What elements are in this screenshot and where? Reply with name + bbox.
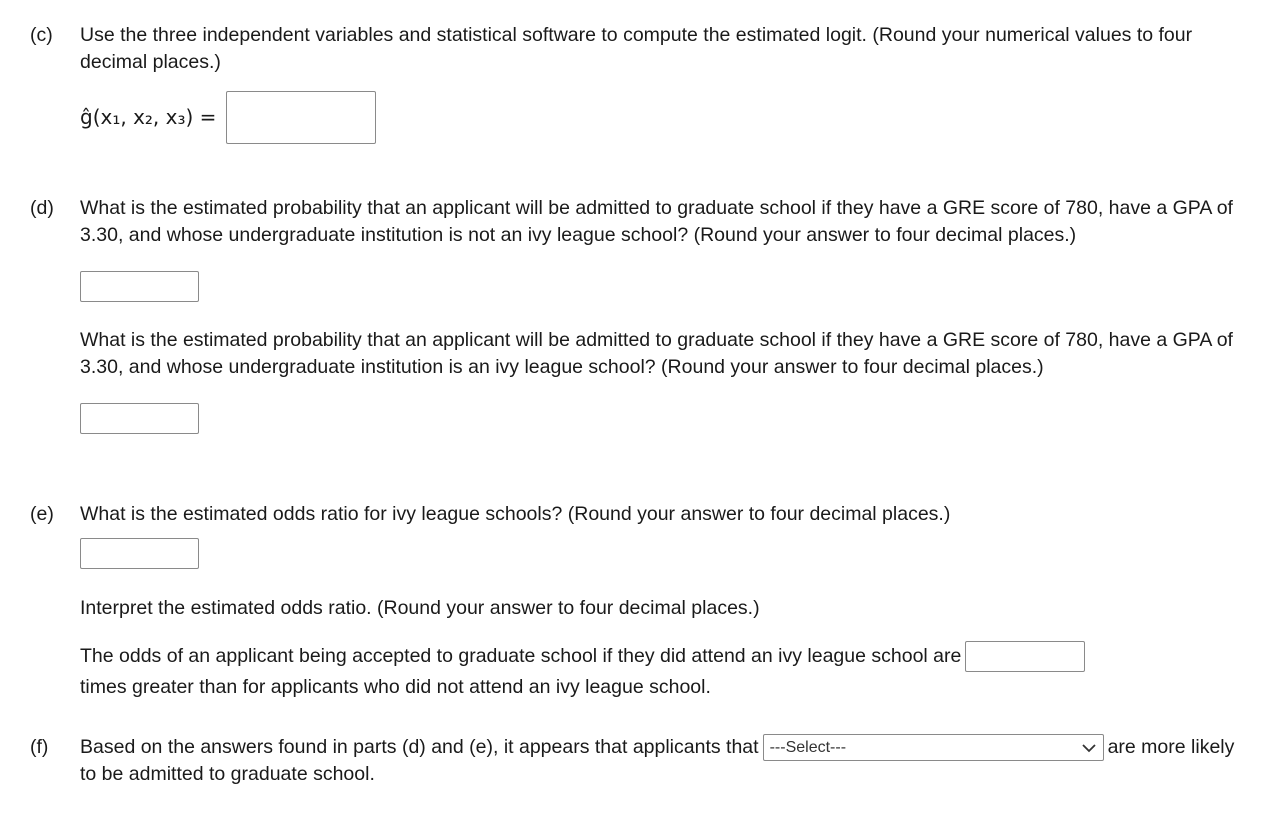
interpret-sentence-end: times greater than for applicants who did not attend an ivy league school. [80,676,711,699]
part-c-question: Use the three independent variables and statistical software to compute the estimated logit. (Round your numerical values to four decimal places.) [80,24,1193,73]
part-d-label: (d) [30,197,54,219]
logit-expression: ĝ(x₁, x₂, x₃) = [80,105,217,129]
part-c-label: (c) [30,24,53,46]
part-f-label: (f) [30,736,49,758]
part-f [30,734,1256,788]
logit-input[interactable] [226,91,376,144]
interpret-odds-input[interactable] [965,641,1085,672]
part-c [30,22,1256,76]
part-e [30,501,1256,702]
interpret-sentence-start: The odds of an applicant being accepted to graduate school if they did attend an ivy league school are [80,645,962,667]
probability-ivy-input[interactable] [80,403,199,434]
odds-ratio-input[interactable] [80,538,199,569]
part-f-text-end: are more likely to be admitted to graduate school. [80,736,1235,786]
logit-row [80,91,376,144]
conclusion-select-value: ---Select--- [769,739,847,757]
conclusion-select[interactable] [763,734,1104,761]
chevron-down-icon [1081,740,1097,756]
part-d-question-not-ivy: What is the estimated probability that an applicant will be admitted to graduate school if they have a GRE score of 780, have a GPA of 3.30, and whose undergraduate institution is not an ivy league school? (Round your answer to four decimal places.) [80,197,1233,246]
part-e-question: What is the estimated odds ratio for ivy league schools? (Round your answer to four decimal places.) [80,503,951,525]
interpret-prompt: Interpret the estimated odds ratio. (Round your answer to four decimal places.) [80,597,760,619]
interpret-sentence [80,641,1256,702]
part-d-question-ivy: What is the estimated probability that an applicant will be admitted to graduate school if they have a GRE score of 780, have a GPA of 3.30, and whose undergraduate institution is an ivy league school? (Round your answer to four decimal places.) [80,329,1233,378]
part-f-text-start: Based on the answers found in parts (d) and (e), it appears that applicants that [80,736,759,758]
probability-not-ivy-input[interactable] [80,271,199,302]
part-e-label: (e) [30,503,54,525]
part-d [30,195,1256,434]
